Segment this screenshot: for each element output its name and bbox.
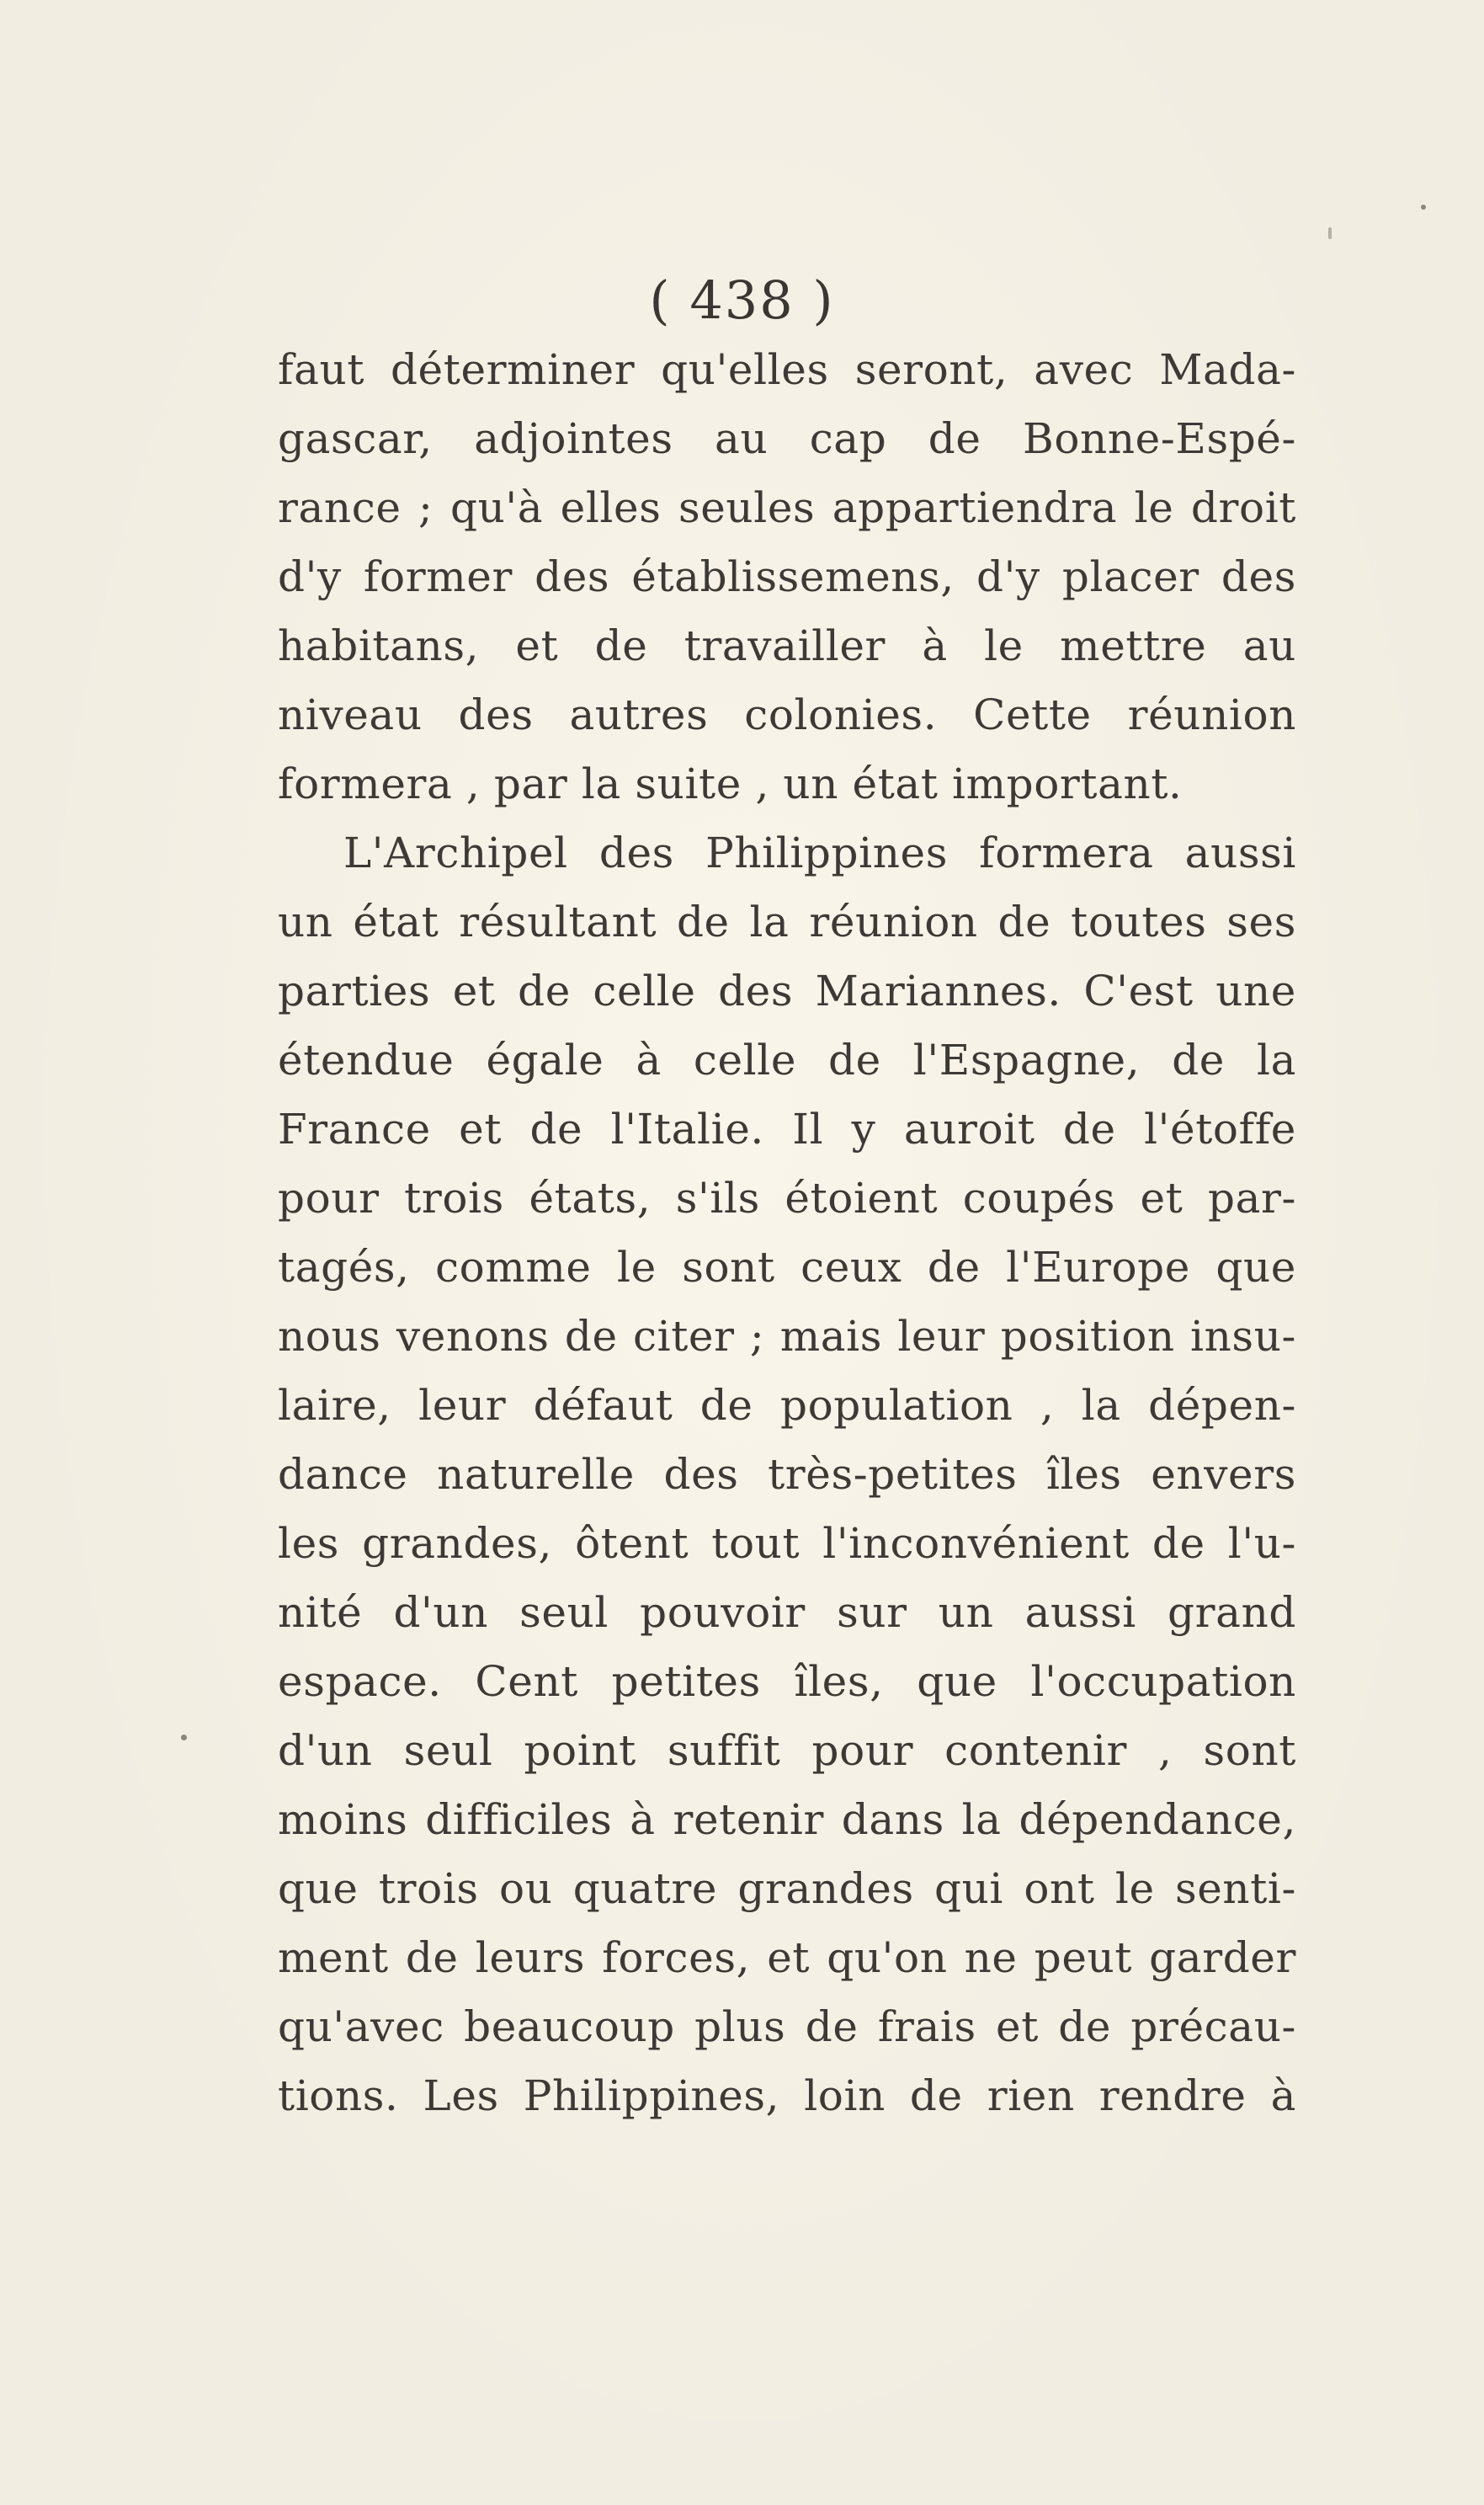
- text-line: laire, leur défaut de population , la dépen-: [278, 1381, 1296, 1430]
- text-line: moins difficiles à retenir dans la dépendance,: [278, 1795, 1296, 1844]
- text-line: gascar, adjointes au cap de Bonne-Espé-: [278, 414, 1296, 463]
- text-line: d'y former des établissemens, d'y placer des: [278, 552, 1296, 601]
- text-line: d'un seul point suffit pour contenir , sont: [278, 1726, 1296, 1775]
- paper-speck: [181, 1735, 187, 1740]
- body-text: [278, 335, 1296, 2130]
- text-line: France et de l'Italie. Il y auroit de l'étoffe: [278, 1105, 1296, 1154]
- text-line: ment de leurs forces, et qu'on ne peut garder: [278, 1933, 1296, 1982]
- text-line: dance naturelle des très-petites îles envers: [278, 1450, 1296, 1499]
- paragraph-start-line: L'Archipel des Philippines formera aussi: [343, 829, 1296, 877]
- text-line: nité d'un seul pouvoir sur un aussi grand: [278, 1588, 1296, 1637]
- text-line: niveau des autres colonies. Cette réunion: [278, 690, 1296, 739]
- text-line: faut déterminer qu'elles seront, avec Mada-: [278, 345, 1296, 394]
- page-number: ( 438 ): [649, 269, 835, 331]
- text-line: tagés, comme le sont ceux de l'Europe que: [278, 1243, 1296, 1292]
- text-line: que trois ou quatre grandes qui ont le senti-: [278, 1864, 1296, 1913]
- text-line: habitans, et de travailler à le mettre au: [278, 621, 1296, 670]
- text-line: qu'avec beaucoup plus de frais et de précau-: [278, 2002, 1296, 2051]
- text-line: formera , par la suite , un état important.: [278, 759, 1183, 808]
- text-line: un état résultant de la réunion de toutes ses: [278, 898, 1296, 946]
- text-line: les grandes, ôtent tout l'inconvénient de l'u-: [278, 1519, 1296, 1568]
- text-line: rance ; qu'à elles seules appartiendra le droit: [278, 483, 1296, 532]
- paper-speck: [1421, 205, 1426, 210]
- text-line: pour trois états, s'ils étoient coupés et par-: [278, 1174, 1296, 1223]
- paper-speck: [1328, 227, 1332, 239]
- text-line: tions. Les Philippines, loin de rien rendre à: [278, 2071, 1296, 2120]
- text-line: nous venons de citer ; mais leur position insu-: [278, 1312, 1296, 1361]
- text-line: espace. Cent petites îles, que l'occupation: [278, 1657, 1296, 1706]
- text-line: parties et de celle des Mariannes. C'est une: [278, 967, 1296, 1015]
- text-line: étendue égale à celle de l'Espagne, de la: [278, 1036, 1296, 1085]
